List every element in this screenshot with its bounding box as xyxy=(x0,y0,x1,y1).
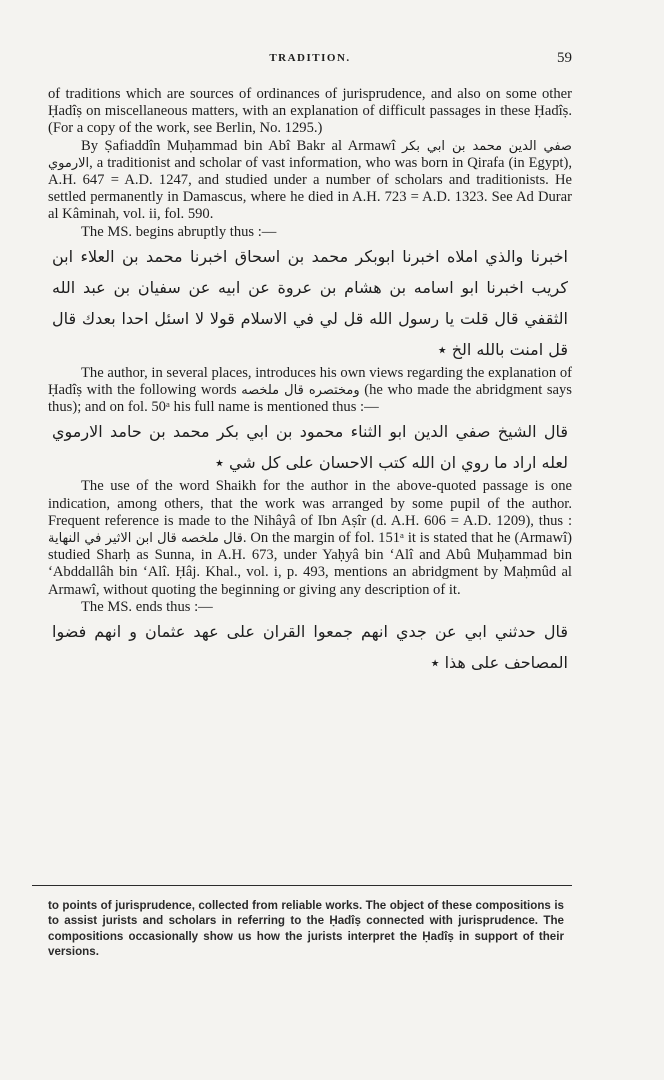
arabic-inline-nihaya: قال ملخصه قال ابن الاثير في النهاية xyxy=(48,531,243,547)
arabic-inline-mukhtasir: ومختصره قال ملخصه xyxy=(241,383,360,399)
arabic-inline-laqab: صفي الدين xyxy=(508,138,572,154)
paragraph-begins: The MS. begins abruptly thus :— xyxy=(81,223,277,240)
arabic-quote-end: قال حدثني ابي عن جدي انهم جمعوا القران على عهد عثمان و انهم فضوا المصاحف على هذا ٭ xyxy=(52,622,568,673)
running-title: TRADITION. xyxy=(269,52,351,64)
page-header xyxy=(48,52,572,72)
shaikh-text-b: . On the margin of fol. 151ᵃ it is stated that he (Armawî) studied Sharḥ as Sunna, in A.H. 673, under Yaḥyâ bin ‘Alî and Abû Muḥammad bin ‘Abddallâh bin ‘Alî. Ḥâj. Khal., vol. i, p. 493, mentions an abridgment by Maḥmûd al Armawî, without quoting the beginning or giving any description of it. xyxy=(48,530,572,598)
paragraph-views xyxy=(48,365,572,417)
author-text-a: By Ṣafiaddîn Muḥammad bin Abî Bakr al Armawî xyxy=(81,137,396,154)
views-text-a: The author, in several places, introduces his own views regarding the explanation of Ḥadîṣ with the following words xyxy=(48,364,572,399)
page-number: 59 xyxy=(557,50,572,66)
footnote-divider xyxy=(32,885,572,886)
main-text xyxy=(48,86,572,678)
author-text-b: , a traditionist and scholar of vast information, who was born in Qirafa (in Egypt), A.H. 647 = A.D. 1247, and studied under a number of scholars and traditionists. He settled permanently in Damascus, where he died in A.H. 723 = A.D. 1323. See Ad Durar al Kâminah, vol. ii, fol. 590. xyxy=(48,154,572,223)
arabic-quote-begin: اخبرنا والذي املاه اخبرنا ابوبكر محمد بن اسحاق اخبرنا محمد بن العلاء ابن كريب اخبرنا ابو اسامه بن هشام بن عروة عن ابيه عن سفيان بن عبد الله الثقفي قال قلت يا رسول الله قل لي في الاسلام قولا لا اسئل احدا بعدك قال قل امنت بالله الخ ٭ xyxy=(52,246,568,359)
shaikh-text-a: The use of the word Shaikh for the author in the above-quoted passage is one indication, among others, that the work was arranged by some pupil of the author. Frequent reference is made to the Nihâyâ of Ibn Aṣîr (d. A.H. 606 = A.D. 1209), thus : xyxy=(48,478,572,529)
footnote: to points of jurisprudence, collected from reliable works. The object of these compositions is to assist jurists and scholars in referring to the Ḥadîṣ connected with jurisprudence. The compositions occasionally show us how the jurists interpret the Ḥadîṣ in support of their versions. xyxy=(48,899,564,959)
paragraph-ends: The MS. ends thus :— xyxy=(81,598,213,615)
paragraph-continuation: of traditions which are sources of ordinances of jurisprudence, and also on some other Ḥadîṣ on miscellaneous matters, with an explanation of difficult passages in these Ḥadîṣ. (For a copy of the work, see Berlin, No. 1295.) xyxy=(48,86,572,137)
paragraph-shaikh xyxy=(48,478,572,598)
views-text-b: (he who made the abridgment says thus); and on fol. 50ᵃ his full name is mentioned thus :— xyxy=(48,382,572,416)
arabic-quote-name: قال الشيخ صفي الدين ابو الثناء محمود بن ابي بكر محمد بن حامد الارموي لعله اراد ما روي ان الله كتب الاحسان على كل شي ٭ xyxy=(52,422,568,473)
arabic-inline-name: محمد بن ابي بكر الارموي xyxy=(48,138,503,171)
paragraph-author xyxy=(48,138,572,224)
